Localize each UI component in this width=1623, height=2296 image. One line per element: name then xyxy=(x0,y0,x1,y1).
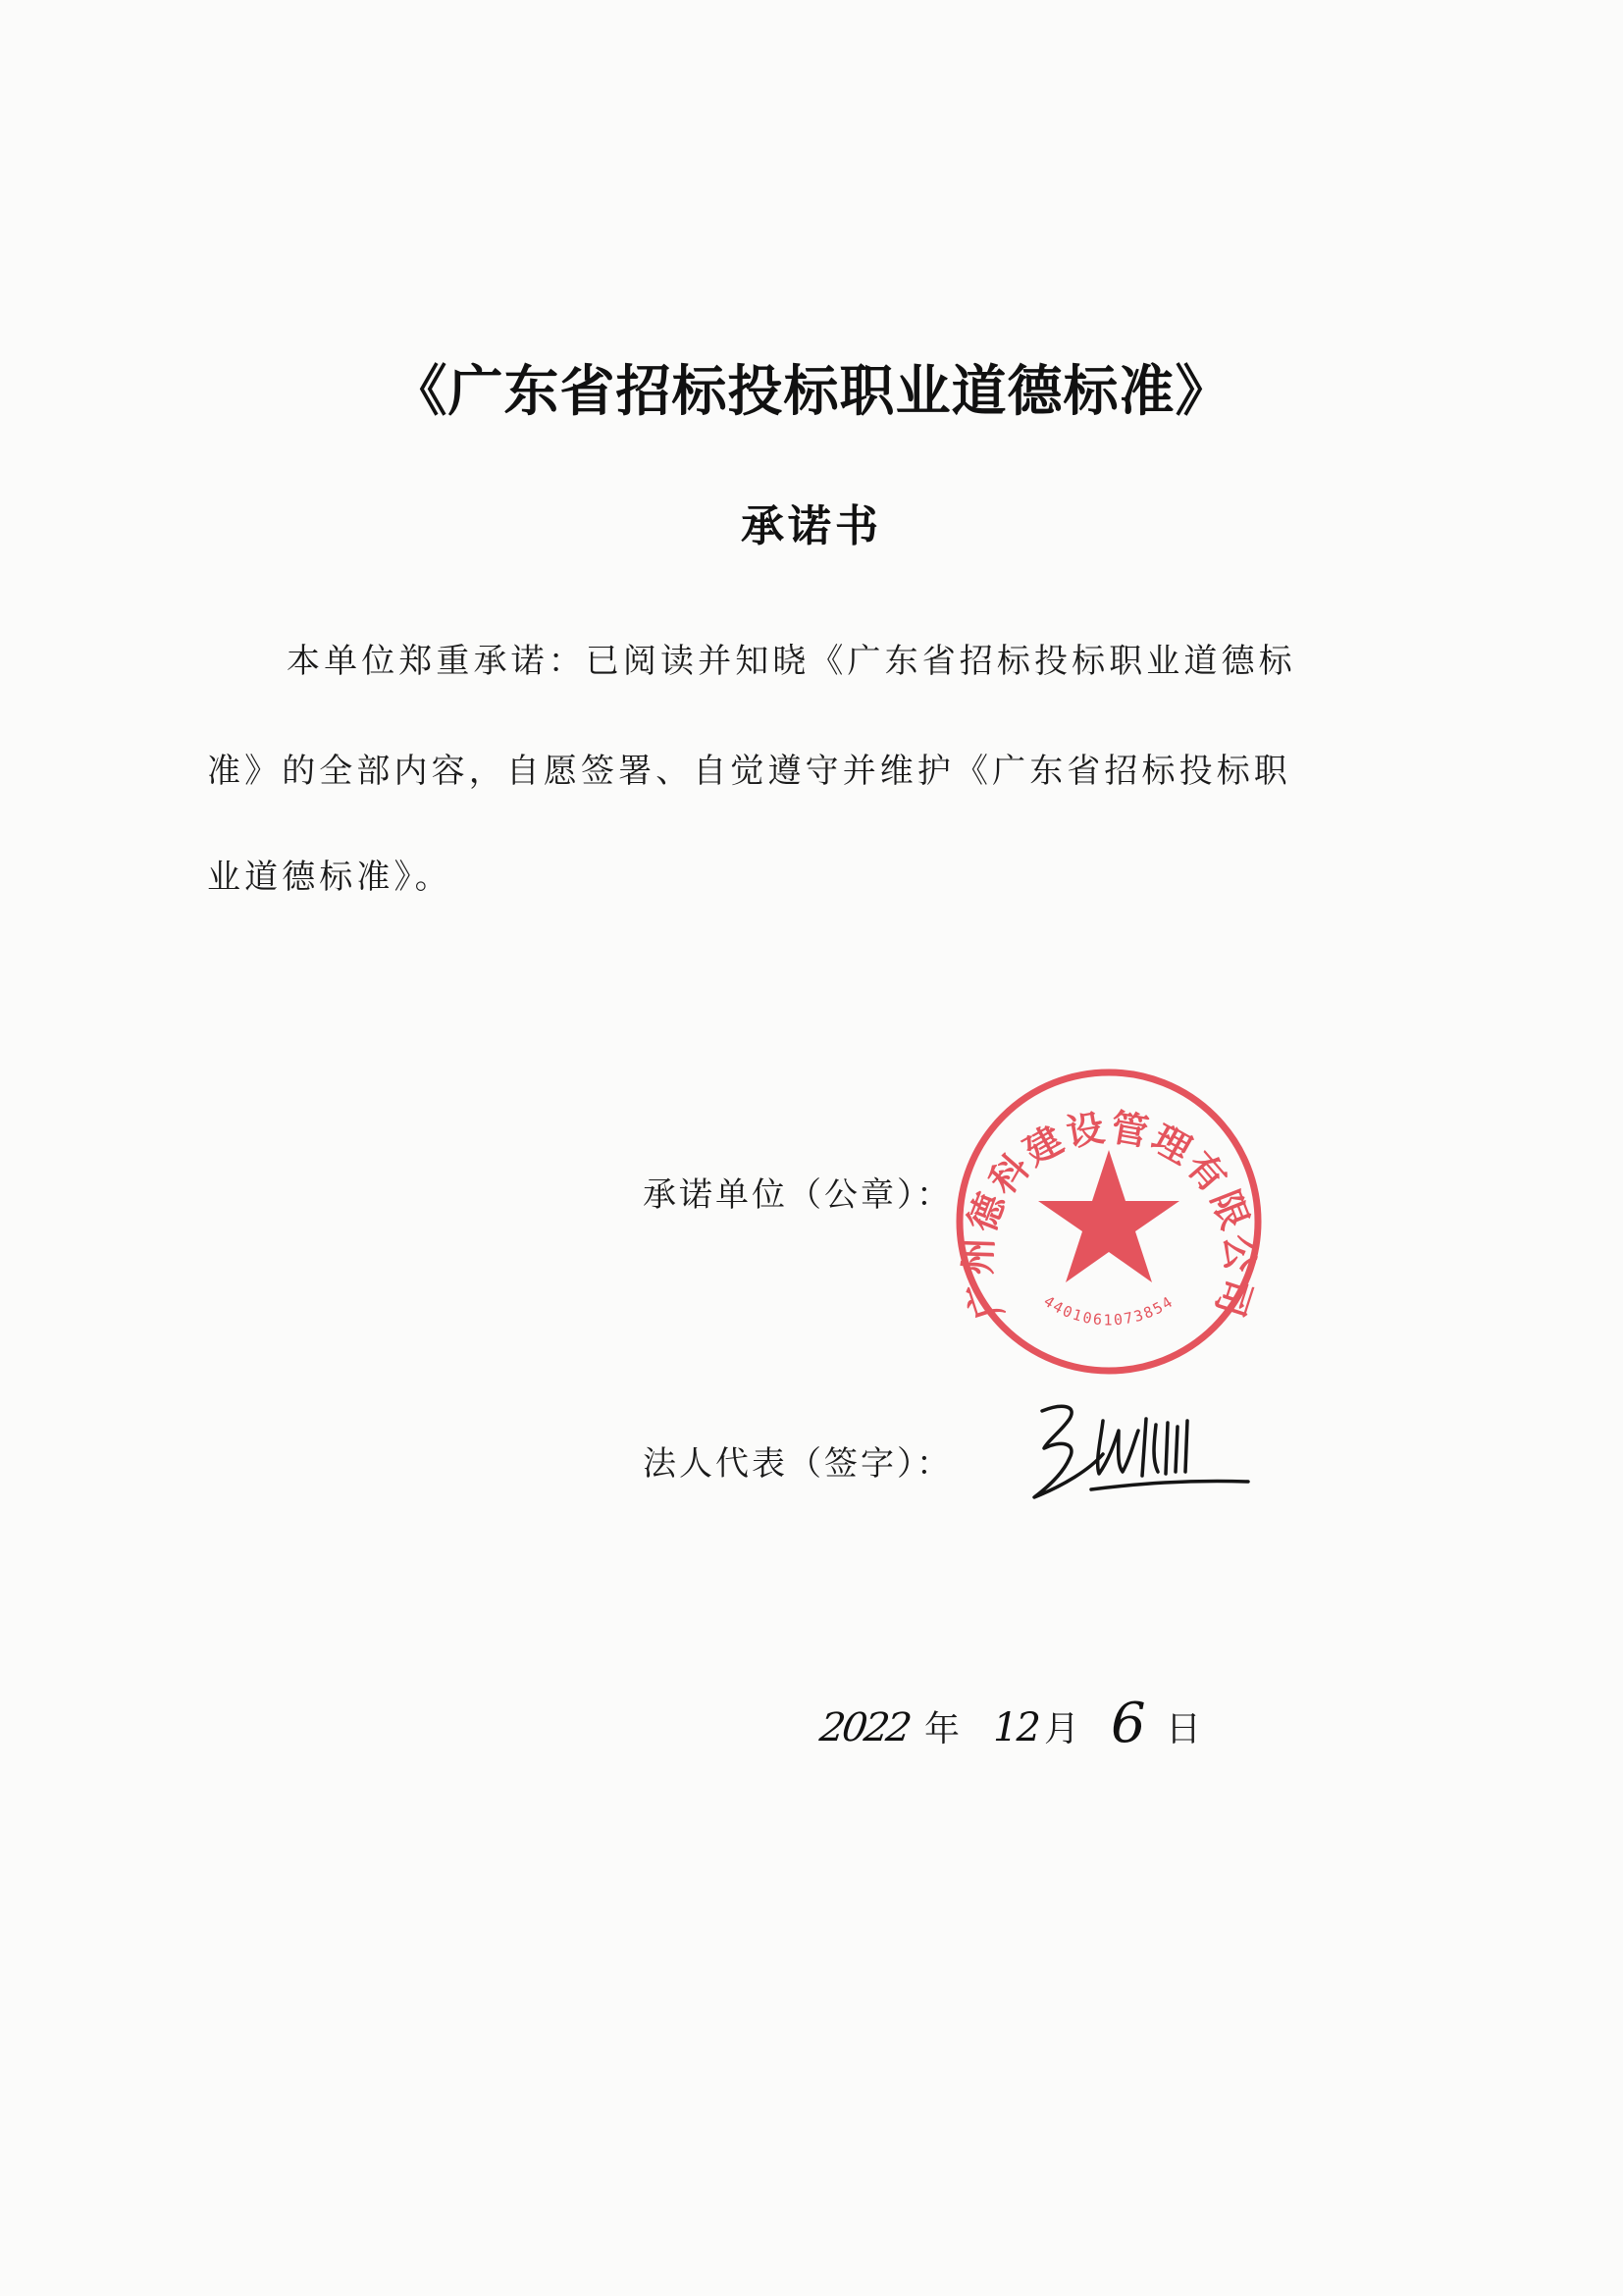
body-line-1: 本单位郑重承诺：已阅读并知晓《广东省招标投标职业道德标 xyxy=(287,642,1296,681)
date-year: 2022 xyxy=(816,1705,913,1750)
body-line-3: 业道德标准》。 xyxy=(207,858,452,897)
representative-signature-label: 法人代表（签字）： xyxy=(643,1444,953,1484)
body-line-2: 准》的全部内容，自愿签署、自觉遵守并维护《广东省招标投标职 xyxy=(207,752,1291,791)
date-year-suffix: 年 xyxy=(924,1709,961,1749)
date-month-suffix: 月 xyxy=(1044,1709,1080,1749)
svg-text:4401061073854 xyxy=(1040,1292,1177,1329)
document-subtitle: 承诺书 xyxy=(741,501,882,551)
date-month: 12 xyxy=(993,1705,1039,1750)
document-title: 《广东省招标投标职业道德标准》 xyxy=(392,360,1231,424)
company-seal xyxy=(942,1060,1276,1383)
date-day-suffix: 日 xyxy=(1166,1709,1202,1749)
date-day: 6 xyxy=(1111,1692,1146,1755)
handwritten-signature xyxy=(1021,1391,1256,1519)
seal-company-name: 广州德科建设管理有限公司 xyxy=(956,1105,1262,1325)
seal-registration-number: 4401061073854 xyxy=(1040,1292,1178,1330)
unit-seal-label: 承诺单位（公章）： xyxy=(643,1175,953,1215)
